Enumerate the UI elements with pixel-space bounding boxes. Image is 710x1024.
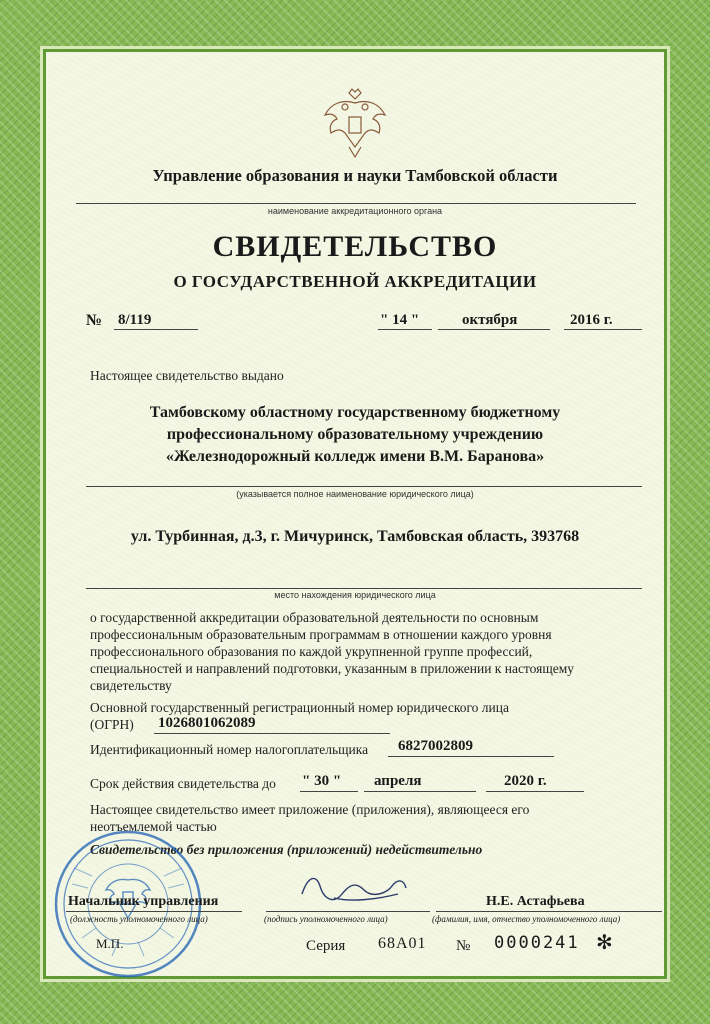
paragraph-line-4: специальностей и направлений подготовки, указанным в приложении к настоящему xyxy=(90,661,575,676)
coat-of-arms-icon xyxy=(319,85,391,161)
month-underline xyxy=(438,329,550,330)
position-underline xyxy=(66,911,242,912)
org-name-line-1: Тамбовскому областному государственному бюджетному xyxy=(149,404,561,421)
validity-label: Срок действия свидетельства до xyxy=(90,776,276,791)
address-caption: место нахождения юридического лица xyxy=(274,590,436,600)
year-underline xyxy=(564,329,642,330)
issue-year: 2016 г. xyxy=(570,312,613,328)
position-caption: (должность уполномоченного лица) xyxy=(70,914,208,924)
validity-year-underline xyxy=(486,791,584,792)
ogrn-value: 1026801062089 xyxy=(158,715,256,731)
number-underline xyxy=(114,329,198,330)
address-underline xyxy=(86,588,642,589)
sign-underline xyxy=(266,911,430,912)
org-name-line-2: профессиональному образовательному учреждению xyxy=(166,426,544,443)
inn-value: 6827002809 xyxy=(398,738,473,754)
org-name-underline xyxy=(86,486,642,487)
paragraph-line-2: профессиональным образовательным программам в отношении каждого уровня xyxy=(90,627,552,642)
org-name-caption: (указывается полное наименование юридического лица) xyxy=(236,489,474,499)
validity-day: " 30 " xyxy=(302,773,342,789)
signatory-position: Начальник управления xyxy=(68,894,219,909)
day-underline xyxy=(378,329,432,330)
signatory-name: Н.Е. Астафьева xyxy=(486,894,585,909)
series-value: 68А01 xyxy=(378,935,427,952)
number-label: № xyxy=(86,312,103,329)
paragraph-line-3: профессионального образования по каждой укрупненной группе профессий, xyxy=(90,644,533,659)
inn-label: Идентификационный номер налогоплательщика xyxy=(90,742,369,757)
validity-month: апреля xyxy=(374,773,422,789)
star-icon: ✻ xyxy=(596,932,613,954)
series-label: Серия xyxy=(306,938,346,954)
validity-day-underline xyxy=(300,791,358,792)
paragraph-line-1: о государственной аккредитации образовательной деятельности по основным xyxy=(90,610,539,625)
appendix-line-2: неотъемлемой частью xyxy=(90,819,217,834)
org-name-line-3: «Железнодорожный колледж имени В.М. Баранова» xyxy=(165,448,545,465)
appendix-note: Свидетельство без приложения (приложений) недействительно xyxy=(90,842,483,857)
page-title: СВИДЕТЕЛЬСТВО xyxy=(212,230,498,263)
issue-day: " 14 " xyxy=(380,312,420,328)
inn-underline xyxy=(388,756,554,757)
page-subtitle: О ГОСУДАРСТВЕННОЙ АККРЕДИТАЦИИ xyxy=(173,272,537,291)
serial-number-label: № xyxy=(456,938,471,954)
issue-month: октября xyxy=(462,312,518,328)
name-underline xyxy=(436,911,662,912)
sign-caption: (подпись уполномоченного лица) xyxy=(264,914,388,924)
appendix-line-1: Настоящее свидетельство имеет приложение (приложения), являющееся его xyxy=(90,802,530,817)
name-caption: (фамилия, имя, отчество уполномоченного лица) xyxy=(432,914,621,924)
handwritten-signature xyxy=(294,864,414,912)
org-address: ул. Турбинная, д.3, г. Мичуринск, Тамбовская область, 393768 xyxy=(130,528,580,545)
certificate-page xyxy=(46,52,664,976)
serial-number: 0000241 xyxy=(494,933,580,953)
seal-place-mark: М.П. xyxy=(96,936,124,951)
certificate-number: 8/119 xyxy=(118,312,152,328)
ogrn-label: Основной государственный регистрационный номер юридического лица xyxy=(90,700,509,715)
ogrn-underline xyxy=(154,733,390,734)
authority-name: Управление образования и науки Тамбовской области xyxy=(152,166,558,185)
authority-underline xyxy=(76,203,636,204)
validity-year: 2020 г. xyxy=(504,773,547,789)
authority-caption: наименование аккредитационного органа xyxy=(267,206,443,216)
validity-month-underline xyxy=(364,791,476,792)
ogrn-abbrev: (ОГРН) xyxy=(90,717,134,732)
issued-to-label: Настоящее свидетельство выдано xyxy=(90,368,284,383)
paragraph-line-5: свидетельству xyxy=(90,678,172,693)
